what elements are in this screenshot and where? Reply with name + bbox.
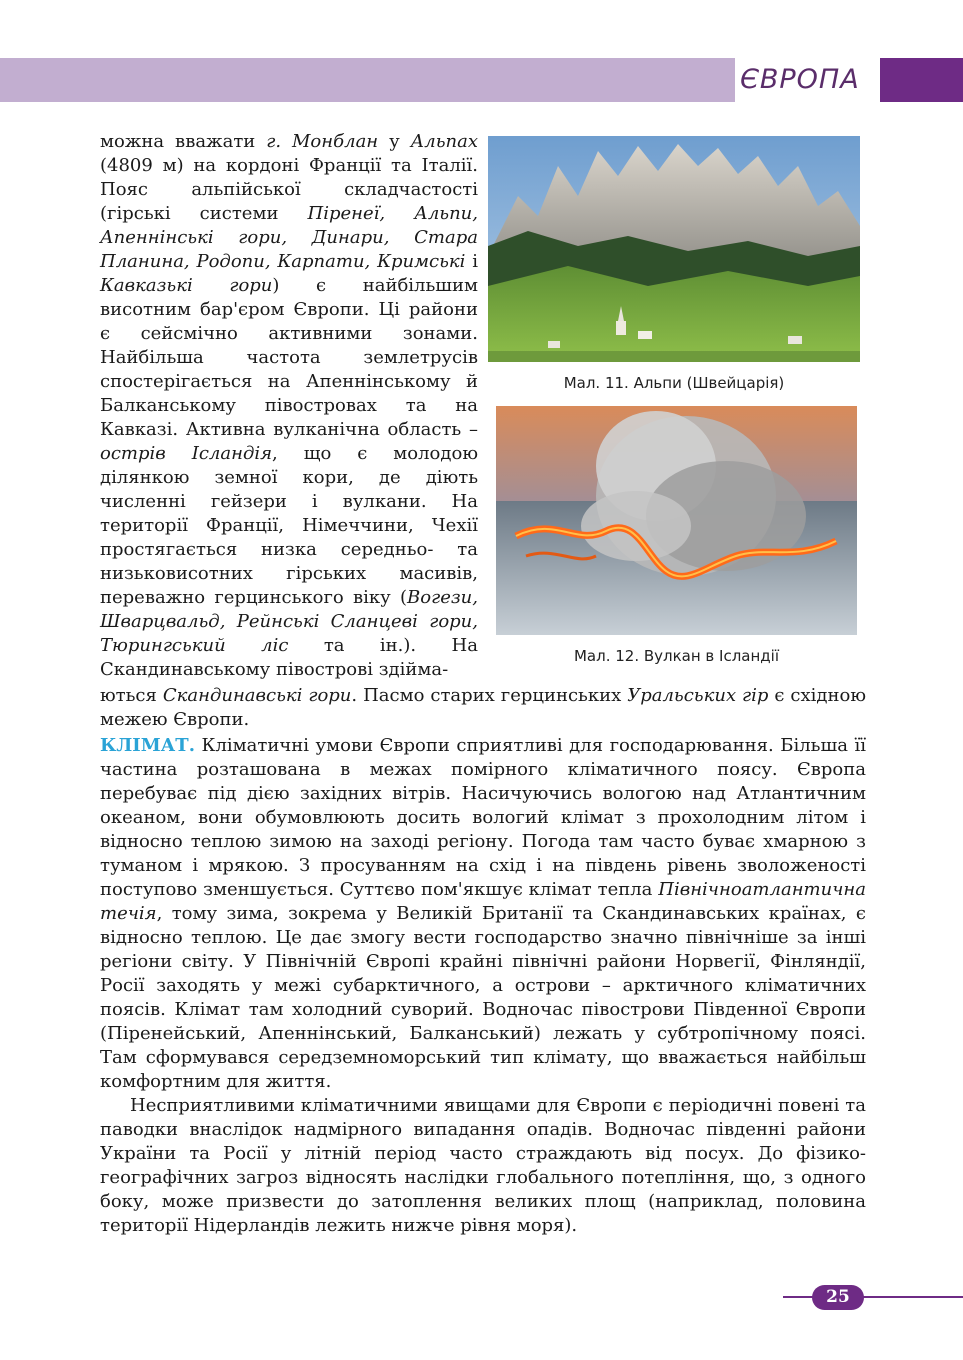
- alps-caption: Мал. 11. Альпи (Швейцарія): [563, 374, 785, 392]
- text-run: (4809 м) на кордоні Франції та Італії. Пояс альпійської складчастості (гірські системи: [100, 155, 478, 224]
- text-run: Кліматичні умови Європи сприятливі для господарювання. Більша її частина розташована в межах помірного кліматичного поясу. Європа перебуває під дією західних вітрів. Насичуючись вологою над Атлантичним океаном, вони обумовлюють досить вологий клімат з прохолодним літом і відносно теплою зимою на заході регіону. Погода там часто буває хмарною з туманом і мрякою. З просуванням на схід і на південь рівень зволоженості поступово зменшується. Суттєво пом'якшує клімат тепла: [100, 735, 866, 900]
- volcano-caption: Мал. 12. Вулкан в Ісландії: [573, 647, 780, 665]
- text-run: , що є молодою ділянкою земної кори, де діють численні гейзери і вулкани. На території Франції, Німеччини, Чехії простягається низка середньо- та низьковисотних гірських масивів, переважно герцинського віку (: [100, 443, 478, 608]
- climate-paragraph: [100, 734, 866, 1094]
- climate-heading: КЛІМАТ.: [100, 735, 195, 756]
- text-run: і: [465, 251, 478, 272]
- header-accent-block: [880, 58, 963, 102]
- continuation-text: [100, 684, 866, 732]
- italic-term: Кавказькі гори: [100, 275, 273, 296]
- italic-term: Уральських гір: [627, 685, 769, 706]
- left-column-text: [100, 130, 478, 682]
- alps-photo: [488, 136, 860, 362]
- header-band: [0, 58, 735, 102]
- hazards-paragraph: Несприятливими кліматичними явищами для Європи є періодичні повені та паводки внаслідок надмірного випадання опадів. Водночас південні райони України та Росії у літній період часто страждають від посух. До фізико-географічних загроз відносять наслідки глобального потепління, що, з одного боку, може призвести до затоплення великих площ (наприклад, половина території Нідерландів лежить нижче рівня моря).: [100, 1095, 866, 1236]
- page-number: 25: [812, 1285, 864, 1310]
- volcano-photo: [496, 406, 857, 635]
- text-run: та ін.). На Скандинавському півострові здіймa-: [100, 635, 478, 680]
- italic-term: Північноатлантична течія: [100, 879, 866, 924]
- text-run: можна вважати: [100, 131, 267, 152]
- italic-term: г. Монблан: [266, 131, 379, 152]
- text-run: , тому зима, зокрема у Великій Британії та Скандинавських країнах, є відносно теплою. Це дає змогу вести господарство значно північніше за інші регіони світу. У Північній Європі крайні північні райони Норвегії, Фінляндії, Росії заходять у межі субарктичного, а острови – арктичного кліматичних поясів. Клімат там холодний суворий. Водночас півострови Південної Європи (Піренейський, Апеннінський, Балканський) лежать у субтропічному поясі. Там сформувався середземноморський тип клімату, що вважається найбільш комфортним для життя.: [100, 903, 866, 1092]
- text-run: ) є найбільшим висотним бар'єром Європи. Ці райони є сейсмічно активними зонами. Найбільша частота землетрусів спостерігається на Апеннінському й Балканському півостровах та на Кавказі. Активна вулканічна область –: [100, 275, 478, 440]
- italic-term: Вогези, Шварцвальд, Рейнські Сланцеві гори, Тюрингський ліс: [100, 587, 478, 656]
- climate-body: [100, 735, 866, 1092]
- italic-term: Піренеї, Альпи, Апеннінські гори, Динари, Стара Планина, Родопи, Карпати, Кримські: [100, 203, 478, 272]
- italic-term: Скандинавські гори: [162, 685, 352, 706]
- footer-line: [783, 1296, 963, 1298]
- italic-term: острів Ісландія: [100, 443, 273, 464]
- section-title: ЄВРОПА: [740, 64, 860, 95]
- text-run: у: [378, 131, 411, 152]
- text-run: є східною межею Європи.: [100, 685, 867, 730]
- italic-term: Альпах: [410, 131, 479, 152]
- text-run: . Пасмо старих герцинських: [351, 685, 628, 706]
- text-run: ються: [100, 685, 163, 706]
